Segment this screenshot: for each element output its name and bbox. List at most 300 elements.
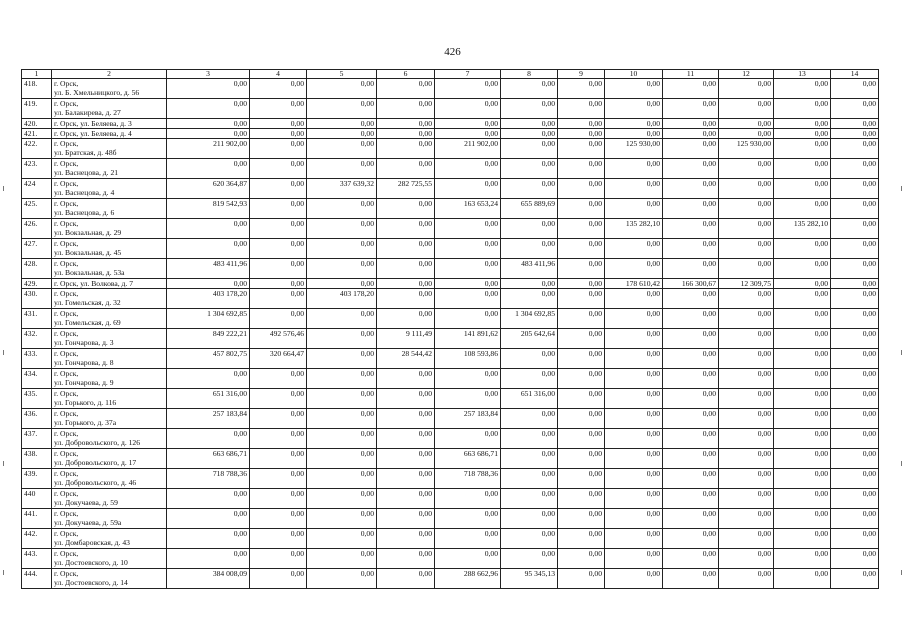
value-cell: 0,00 [377,239,435,259]
address-line: г. Орск, [54,309,79,318]
value-cell: 0,00 [377,509,435,529]
value-cell: 0,00 [307,369,377,389]
value-cell: 141 891,62 [435,329,501,349]
value-cell: 819 542,93 [167,199,250,219]
address-line: г. Орск, [54,409,79,418]
value-cell: 95 345,13 [501,569,558,589]
value-cell: 0,00 [501,119,558,129]
value-cell: 0,00 [774,409,831,429]
value-cell: 0,00 [558,369,605,389]
row-number: 443. [22,549,52,569]
column-header: 13 [774,70,831,79]
address-cell [52,449,167,469]
value-cell: 718 788,36 [435,469,501,489]
table-row [22,529,879,549]
value-cell: 0,00 [377,409,435,429]
value-cell: 0,00 [831,489,879,509]
row-number: 442. [22,529,52,549]
value-cell: 0,00 [501,549,558,569]
column-header: 1 [22,70,52,79]
address-line: ул. Домбаровская, д. 43 [54,538,130,547]
value-cell: 0,00 [250,389,307,409]
table-row [22,289,879,309]
address-line: ул. Гомельская, д. 69 [54,318,121,327]
value-cell: 0,00 [558,119,605,129]
value-cell: 0,00 [250,159,307,179]
value-cell: 0,00 [307,449,377,469]
address-line: ул. Горького, д. 37а [54,418,117,427]
address-cell [52,409,167,429]
value-cell: 0,00 [663,569,719,589]
value-cell: 0,00 [377,469,435,489]
value-cell: 0,00 [307,529,377,549]
value-cell: 0,00 [831,239,879,259]
value-cell: 0,00 [501,279,558,289]
row-number: 435. [22,389,52,409]
value-cell: 0,00 [307,389,377,409]
column-header: 10 [605,70,663,79]
value-cell: 0,00 [250,309,307,329]
value-cell: 0,00 [831,549,879,569]
address-line: г. Орск, [54,529,79,538]
scan-margin-mark [3,461,4,466]
value-cell: 0,00 [831,469,879,489]
value-cell: 0,00 [831,309,879,329]
address-cell [52,219,167,239]
table-row [22,309,879,329]
value-cell: 0,00 [719,289,774,309]
value-cell: 0,00 [307,349,377,369]
row-number: 427. [22,239,52,259]
value-cell: 663 686,71 [167,449,250,469]
value-cell: 0,00 [250,289,307,309]
value-cell: 0,00 [307,409,377,429]
value-cell: 0,00 [719,389,774,409]
value-cell: 0,00 [435,369,501,389]
value-cell: 0,00 [250,509,307,529]
address-cell [52,389,167,409]
address-cell [52,79,167,99]
value-cell: 0,00 [774,429,831,449]
value-cell: 0,00 [663,469,719,489]
value-cell: 0,00 [663,429,719,449]
value-cell: 0,00 [663,139,719,159]
value-cell: 0,00 [377,119,435,129]
address-cell [52,139,167,159]
value-cell: 0,00 [558,489,605,509]
value-cell: 0,00 [605,489,663,509]
value-cell: 0,00 [663,409,719,429]
address-line: ул. Васнецова, д. 6 [54,208,115,217]
value-cell: 0,00 [377,529,435,549]
scan-margin-mark [901,350,902,355]
value-cell: 0,00 [605,469,663,489]
column-header: 12 [719,70,774,79]
value-cell: 0,00 [377,259,435,279]
value-cell: 0,00 [307,489,377,509]
address-line: ул. Добровольского, д. 126 [54,438,141,447]
value-cell: 0,00 [307,99,377,119]
value-cell: 0,00 [663,119,719,129]
value-cell: 0,00 [558,179,605,199]
table-row [22,219,879,239]
value-cell: 0,00 [501,289,558,309]
value-cell: 125 930,00 [605,139,663,159]
value-cell: 0,00 [605,239,663,259]
table-row [22,469,879,489]
table-row [22,119,879,129]
value-cell: 0,00 [250,429,307,449]
value-cell: 257 183,84 [167,409,250,429]
value-cell: 0,00 [774,549,831,569]
value-cell: 0,00 [250,239,307,259]
value-cell: 0,00 [719,549,774,569]
row-number: 418. [22,79,52,99]
value-cell: 0,00 [558,569,605,589]
value-cell: 0,00 [663,179,719,199]
value-cell: 0,00 [719,119,774,129]
value-cell: 0,00 [501,139,558,159]
value-cell: 0,00 [307,329,377,349]
value-cell: 0,00 [250,279,307,289]
scan-margin-mark [3,350,4,355]
table-row [22,129,879,139]
value-cell: 166 300,67 [663,279,719,289]
address-line: г. Орск, [54,389,79,398]
value-cell: 0,00 [501,159,558,179]
value-cell: 0,00 [435,279,501,289]
value-cell: 0,00 [831,289,879,309]
value-cell: 0,00 [605,569,663,589]
value-cell: 0,00 [719,529,774,549]
value-cell: 0,00 [663,239,719,259]
value-cell: 0,00 [377,129,435,139]
value-cell: 0,00 [167,79,250,99]
address-cell [52,509,167,529]
row-number: 440 [22,489,52,509]
value-cell: 0,00 [501,79,558,99]
value-cell: 403 178,20 [167,289,250,309]
value-cell: 0,00 [605,159,663,179]
value-cell: 0,00 [250,489,307,509]
value-cell: 0,00 [774,469,831,489]
value-cell: 655 889,69 [501,199,558,219]
address-line: ул. Вокзальная, д. 45 [54,248,122,257]
value-cell: 0,00 [501,509,558,529]
address-line: г. Орск, [54,429,79,438]
address-cell [52,529,167,549]
value-cell: 0,00 [377,159,435,179]
address-line: г. Орск, [54,349,79,358]
value-cell: 0,00 [558,349,605,369]
scan-margin-mark [3,186,4,191]
value-cell: 0,00 [663,509,719,529]
address-line: ул. Достоевского, д. 10 [54,558,128,567]
address-line: г. Орск, [54,179,79,188]
value-cell: 0,00 [719,259,774,279]
table-row [22,139,879,159]
address-line: ул. Добровольского, д. 46 [54,478,137,487]
row-number: 422. [22,139,52,159]
value-cell: 0,00 [774,569,831,589]
address-line: г. Орск, [54,199,79,208]
value-cell: 0,00 [501,239,558,259]
value-cell: 288 662,96 [435,569,501,589]
table-row [22,199,879,219]
value-cell: 0,00 [501,129,558,139]
value-cell: 0,00 [558,139,605,159]
value-cell: 492 576,46 [250,329,307,349]
value-cell: 0,00 [605,259,663,279]
value-cell: 849 222,21 [167,329,250,349]
value-cell: 0,00 [605,289,663,309]
address-line: г. Орск, [54,449,79,458]
address-cell [52,329,167,349]
address-cell [52,429,167,449]
value-cell: 0,00 [307,549,377,569]
value-cell: 0,00 [605,549,663,569]
value-cell: 0,00 [435,389,501,409]
value-cell: 0,00 [558,329,605,349]
value-cell: 0,00 [167,99,250,119]
value-cell: 0,00 [663,289,719,309]
data-table [21,69,879,589]
table-row [22,549,879,569]
address-cell [52,279,167,289]
address-cell [52,259,167,279]
table-row [22,329,879,349]
value-cell: 0,00 [307,569,377,589]
value-cell: 0,00 [831,509,879,529]
value-cell: 0,00 [435,429,501,449]
value-cell: 0,00 [558,239,605,259]
value-cell: 0,00 [605,129,663,139]
value-cell: 0,00 [377,99,435,119]
value-cell: 0,00 [558,219,605,239]
value-cell: 0,00 [558,99,605,119]
address-line: ул. Горького, д. 116 [54,398,117,407]
value-cell: 0,00 [558,429,605,449]
value-cell: 0,00 [831,529,879,549]
address-line: г. Орск, [54,259,79,268]
value-cell: 0,00 [663,449,719,469]
value-cell: 0,00 [719,199,774,219]
address-line: г. Орск, [54,549,79,558]
row-number: 439. [22,469,52,489]
value-cell: 0,00 [774,449,831,469]
value-cell: 0,00 [435,309,501,329]
value-cell: 0,00 [663,529,719,549]
value-cell: 0,00 [377,569,435,589]
value-cell: 211 902,00 [167,139,250,159]
address-cell [52,309,167,329]
value-cell: 0,00 [663,329,719,349]
value-cell: 0,00 [501,449,558,469]
value-cell: 0,00 [663,349,719,369]
value-cell: 211 902,00 [435,139,501,159]
value-cell: 0,00 [774,179,831,199]
value-cell: 0,00 [605,389,663,409]
value-cell: 0,00 [558,309,605,329]
table-row [22,99,879,119]
address-line: г. Орск, [54,509,79,518]
value-cell: 0,00 [167,529,250,549]
row-number: 420. [22,119,52,129]
value-cell: 0,00 [774,129,831,139]
value-cell: 0,00 [250,369,307,389]
value-cell: 0,00 [605,309,663,329]
value-cell: 0,00 [719,179,774,199]
column-header: 7 [435,70,501,79]
value-cell: 0,00 [307,129,377,139]
value-cell: 0,00 [831,429,879,449]
value-cell: 0,00 [774,349,831,369]
value-cell: 0,00 [250,219,307,239]
value-cell: 0,00 [663,79,719,99]
value-cell: 0,00 [719,489,774,509]
value-cell: 135 282,10 [774,219,831,239]
value-cell: 0,00 [719,449,774,469]
value-cell: 0,00 [435,239,501,259]
row-number: 434. [22,369,52,389]
value-cell: 0,00 [167,129,250,139]
address-line: ул. Докучаева, д. 59а [54,518,122,527]
value-cell: 0,00 [501,219,558,239]
address-cell [52,129,167,139]
row-number: 430. [22,289,52,309]
value-cell: 0,00 [719,569,774,589]
value-cell: 620 364,87 [167,179,250,199]
value-cell: 0,00 [774,279,831,289]
address-line: г. Орск, ул. Беляева, д. 3 [54,119,132,128]
column-header: 5 [307,70,377,79]
value-cell: 0,00 [605,369,663,389]
address-cell [52,159,167,179]
value-cell: 0,00 [377,219,435,239]
address-cell [52,489,167,509]
value-cell: 0,00 [307,219,377,239]
table-row [22,489,879,509]
table-row [22,449,879,469]
value-cell: 0,00 [558,449,605,469]
value-cell: 0,00 [774,199,831,219]
row-number: 425. [22,199,52,219]
address-line: г. Орск, [54,99,79,108]
value-cell: 0,00 [167,489,250,509]
value-cell: 0,00 [663,219,719,239]
value-cell: 403 178,20 [307,289,377,309]
value-cell: 0,00 [663,99,719,119]
value-cell: 0,00 [774,99,831,119]
value-cell: 0,00 [167,119,250,129]
column-header: 11 [663,70,719,79]
value-cell: 163 653,24 [435,199,501,219]
value-cell: 0,00 [719,509,774,529]
value-cell: 457 802,75 [167,349,250,369]
address-line: г. Орск, [54,469,79,478]
address-line: ул. Докучаева, д. 59 [54,498,118,507]
row-number: 441. [22,509,52,529]
value-cell: 0,00 [377,489,435,509]
value-cell: 0,00 [719,159,774,179]
value-cell: 0,00 [377,79,435,99]
value-cell: 0,00 [558,529,605,549]
value-cell: 0,00 [167,429,250,449]
value-cell: 0,00 [605,429,663,449]
value-cell: 0,00 [831,449,879,469]
value-cell: 0,00 [307,159,377,179]
address-cell [52,99,167,119]
value-cell: 0,00 [663,369,719,389]
value-cell: 0,00 [558,199,605,219]
value-cell: 0,00 [307,259,377,279]
value-cell: 0,00 [831,569,879,589]
value-cell: 0,00 [774,329,831,349]
value-cell: 0,00 [831,409,879,429]
address-line: г. Орск, [54,159,79,168]
value-cell: 0,00 [377,289,435,309]
row-number: 444. [22,569,52,589]
value-cell: 0,00 [831,139,879,159]
value-cell: 0,00 [774,239,831,259]
value-cell: 0,00 [831,219,879,239]
value-cell: 257 183,84 [435,409,501,429]
value-cell: 0,00 [435,529,501,549]
row-number: 423. [22,159,52,179]
value-cell: 1 304 692,85 [501,309,558,329]
value-cell: 12 309,75 [719,279,774,289]
value-cell: 0,00 [774,159,831,179]
value-cell: 0,00 [558,469,605,489]
value-cell: 0,00 [719,329,774,349]
value-cell: 0,00 [501,179,558,199]
value-cell: 0,00 [605,509,663,529]
value-cell: 0,00 [435,489,501,509]
address-cell [52,469,167,489]
scan-margin-mark [901,461,902,466]
value-cell: 135 282,10 [605,219,663,239]
value-cell: 0,00 [663,549,719,569]
table-row [22,429,879,449]
value-cell: 384 008,09 [167,569,250,589]
value-cell: 0,00 [663,259,719,279]
address-cell [52,549,167,569]
row-number: 436. [22,409,52,429]
value-cell: 0,00 [501,409,558,429]
column-header: 9 [558,70,605,79]
value-cell: 0,00 [307,309,377,329]
address-line: ул. Гончарова, д. 8 [54,358,114,367]
value-cell: 0,00 [605,409,663,429]
address-line: г. Орск, [54,219,79,228]
value-cell: 0,00 [663,129,719,139]
value-cell: 0,00 [250,529,307,549]
value-cell: 0,00 [558,409,605,429]
value-cell: 0,00 [719,99,774,119]
value-cell: 483 411,96 [501,259,558,279]
value-cell: 0,00 [558,259,605,279]
value-cell: 0,00 [307,279,377,289]
address-cell [52,369,167,389]
value-cell: 0,00 [831,369,879,389]
value-cell: 0,00 [774,259,831,279]
value-cell: 1 304 692,85 [167,309,250,329]
address-line: ул. Балакирева, д. 27 [54,108,121,117]
value-cell: 0,00 [719,369,774,389]
value-cell: 0,00 [831,389,879,409]
address-line: г. Орск, ул. Беляева, д. 4 [54,129,132,138]
value-cell: 0,00 [250,179,307,199]
